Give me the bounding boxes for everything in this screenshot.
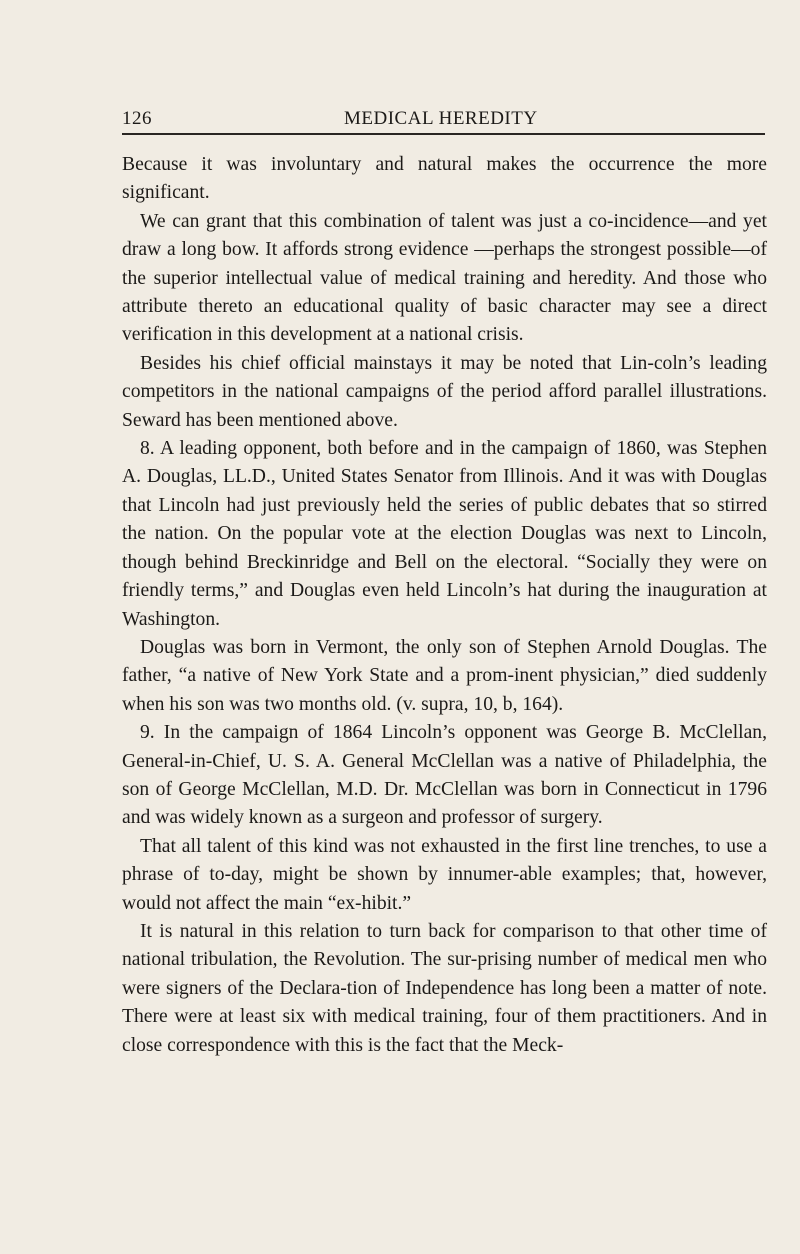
header-rule	[122, 133, 765, 135]
page-number: 126	[122, 108, 152, 129]
paragraph: That all talent of this kind was not exhausted in the first line trenches, to use a phrase of to-day, might be shown by innumer-able examples; that, however, would not affect the main “ex-hibit.”	[122, 835, 767, 914]
running-title: MEDICAL HEREDITY	[344, 108, 538, 129]
running-head	[122, 105, 765, 135]
body-text	[122, 151, 767, 1060]
paragraph: 9. In the campaign of 1864 Lincoln’s opponent was George B. McClellan, General-in-Chief, U. S. A. General McClellan was a native of Philadelphia, the son of George McClellan, M.D. Dr. McClellan was born in Connecticut in 1796 and was widely known as a surgeon and professor of surgery.	[122, 722, 767, 829]
paragraph: It is natural in this relation to turn back for comparison to that other time of national tribulation, the Revolution. The sur-prising number of medical men who were signers of the Declara-tion of Independence has long been a matter of note. There were at least six with medical training, four of them practitioners. And in close correspondence with this is the fact that the Meck-	[122, 920, 767, 1056]
paragraph: We can grant that this combination of talent was just a co-incidence—and yet draw a long bow. It affords strong evidence —perhaps the strongest possible—of the superior intellectual value of medical training and heredity. And those who attribute thereto an educational quality of basic character may see a direct verification in this development at a national crisis.	[122, 210, 767, 346]
paragraph: Because it was involuntary and natural makes the occurrence the more significant.	[122, 154, 767, 204]
paragraph: Besides his chief official mainstays it may be noted that Lin-coln’s leading competitors in the national campaigns of the period afford parallel illustrations. Seward has been mentioned above.	[122, 352, 767, 431]
paragraph: Douglas was born in Vermont, the only son of Stephen Arnold Douglas. The father, “a native of New York State and a prom-inent physician,” died suddenly when his son was two months old. (v. supra, 10, b, 164).	[122, 636, 767, 715]
paragraph: 8. A leading opponent, both before and in the campaign of 1860, was Stephen A. Douglas, LL.D., United States Senator from Illinois. And it was with Douglas that Lincoln had just previously held the series of public debates that so stirred the nation. On the popular vote at the election Douglas was next to Lincoln, though behind Breckinridge and Bell on the electoral. “Socially they were on friendly terms,” and Douglas even held Lincoln’s hat during the inauguration at Washington.	[122, 438, 767, 630]
